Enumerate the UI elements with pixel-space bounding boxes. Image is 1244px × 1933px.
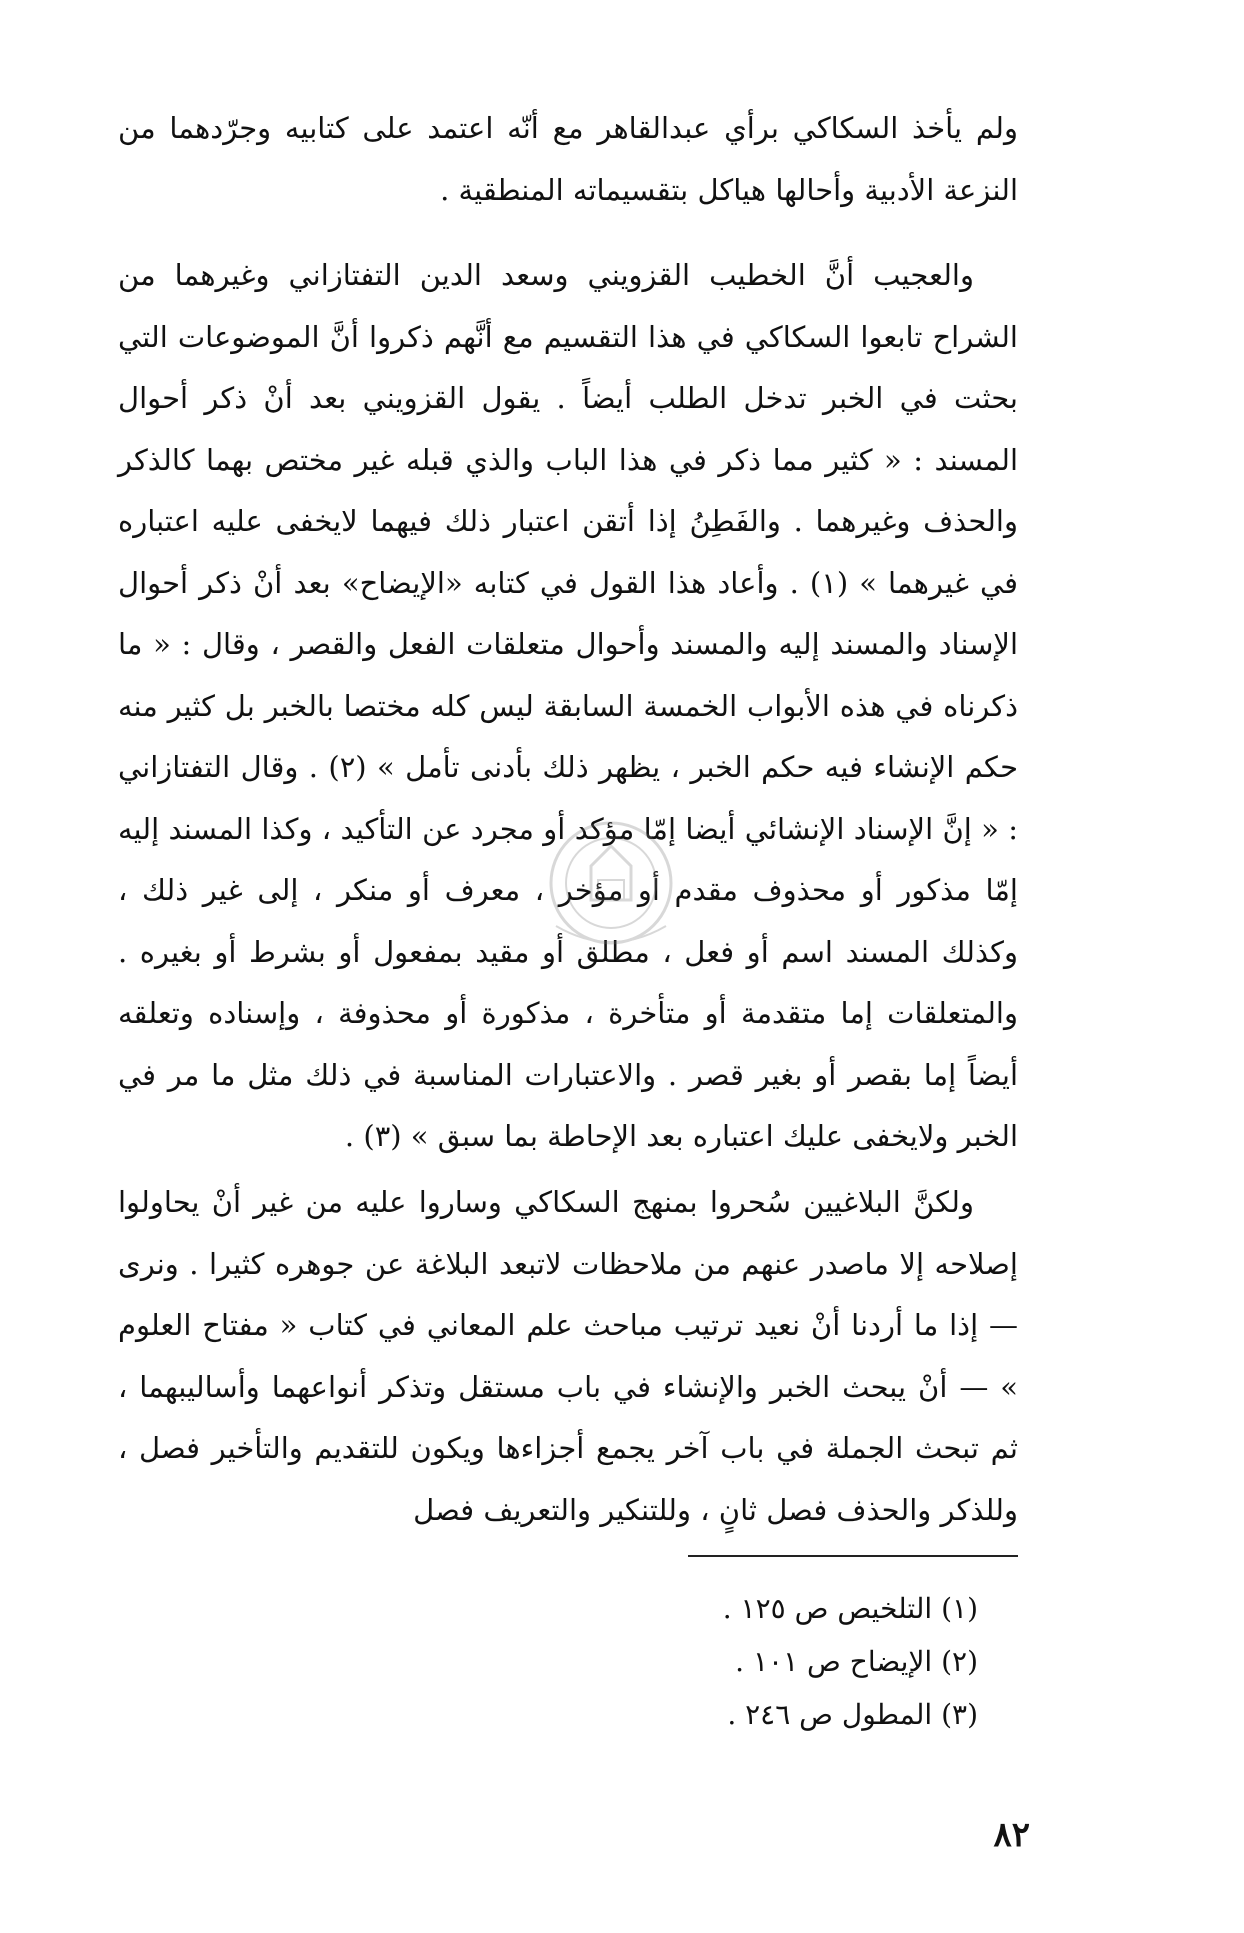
footnote-1: (١) التلخيص ص ١٢٥ . — [722, 1592, 978, 1625]
footnotes-list — [560, 1582, 978, 1741]
page-number: ٨٢ — [993, 1815, 1030, 1855]
footnote-2: (٢) الإيضاح ص ١٠١ . — [735, 1645, 978, 1678]
paragraph-2 — [118, 245, 1018, 1168]
paragraph-3-text: ولكنَّ البلاغيين سُحروا بمنهج السكاكي وساروا عليه من غير أنْ يحاولوا إصلاحه إلا ماصدر عنهم من ملاحظات لاتبعد البلاغة عن جوهره كثيرا . ونرى — إذا ما أردنا أنْ نعيد ترتيب مباحث علم المعاني في كتاب « مفتاح العلوم » — أنْ يبحث الخبر والإنشاء في باب مستقل وتذكر أنواعهما وأساليبهما ، ثم تبحث الجملة في باب آخر يجمع أجزاءها ويكون للتقديم والتأخير فصل ، وللذكر والحذف فصل ثانٍ ، وللتنكير والتعريف فصل — [118, 1185, 1018, 1527]
paragraph-2-text: والعجيب أنَّ الخطيب القزويني وسعد الدين التفتازاني وغيرهما من الشراح تابعوا السكاكي في هذا التقسيم مع أنَّهم ذكروا أنَّ الموضوعات التي بحثت في الخبر تدخل الطلب أيضاً . يقول القزويني بعد أنْ ذكر أحوال المسند : « كثير مما ذكر في هذا الباب والذي قبله غير مختص بهما كالذكر والحذف وغيرهما . والفَطِنُ إذا أتقن اعتبار ذلك فيهما لايخفى عليه اعتباره في غيرهما » (١) . وأعاد هذا القول في كتابه «الإيضاح» بعد أنْ ذكر أحوال الإسناد والمسند إليه والمسند وأحوال متعلقات الفعل والقصر ، وقال : « ما ذكرناه في هذه الأبواب الخمسة السابقة ليس كله مختصا بالخبر بل كثير منه حكم الإنشاء فيه حكم الخبر ، يظهر ذلك بأدنى تأمل » (٢) . وقال التفتازاني : « إنَّ الإسناد الإنشائي أيضا إمّا مؤكد أو مجرد عن التأكيد ، وكذا المسند إليه إمّا مذكور أو محذوف مقدم أو مؤخر ، معرف أو منكر ، إلى غير ذلك ، وكذلك المسند اسم أو فعل ، مطلق أو مقيد بمفعول أو بشرط أو بغيره . والمتعلقات إما متقدمة أو متأخرة ، مذكورة أو محذوفة ، وإسناده وتعلقه أيضاً إما بقصر أو بغير قصر . والاعتبارات المناسبة في ذلك مثل ما مر في الخبر ولايخفى عليك اعتباره بعد الإحاطة بما سبق » (٣) . — [118, 258, 1018, 1153]
paragraph-1-text: ولم يأخذ السكاكي برأي عبدالقاهر مع أنّه اعتمد على كتابيه وجرّدهما من النزعة الأدبية وأحالها هياكل بتقسيماته المنطقية . — [118, 111, 1018, 207]
footnote-3: (٣) المطول ص ٢٤٦ . — [727, 1698, 978, 1731]
library-stamp-icon — [536, 808, 686, 958]
footnote-divider — [688, 1555, 1018, 1557]
paragraph-1 — [118, 98, 1018, 221]
paragraph-3 — [118, 1172, 1018, 1541]
